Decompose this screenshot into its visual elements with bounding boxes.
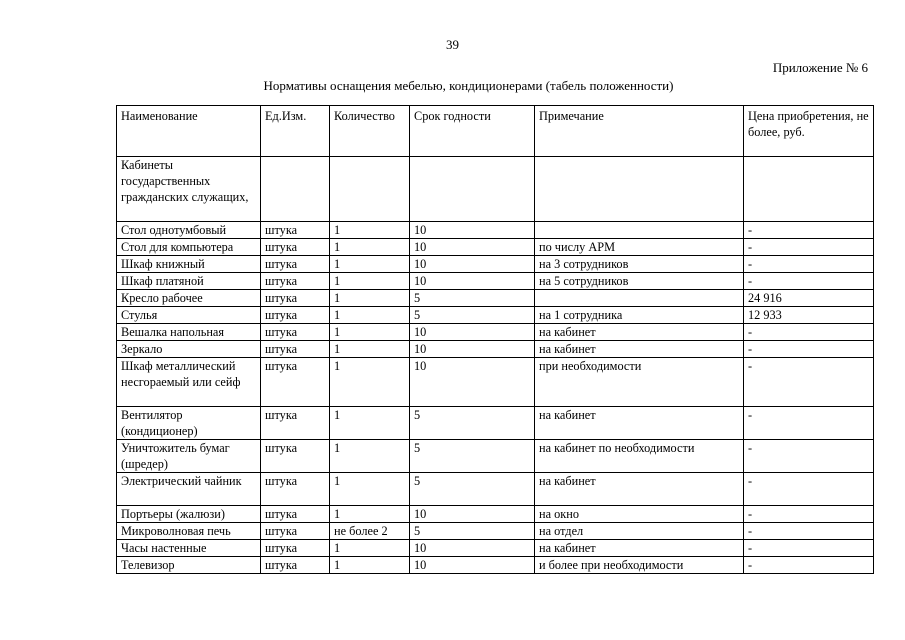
cell-name: Шкаф металлический несгораемый или сейф — [117, 358, 261, 407]
cell-quantity: 1 — [330, 256, 410, 273]
cell-unit: штука — [261, 540, 330, 557]
cell-service-life: 10 — [410, 341, 535, 358]
header-note: Примечание — [535, 106, 744, 157]
table-row — [117, 440, 874, 473]
cell-name: Вентилятор (кондиционер) — [117, 407, 261, 440]
cell-note: на кабинет — [535, 341, 744, 358]
cell-price: - — [744, 540, 874, 557]
cell-service-life: 5 — [410, 523, 535, 540]
cell-price: - — [744, 341, 874, 358]
group-empty-cell — [744, 157, 874, 222]
table-row — [117, 473, 874, 506]
cell-name: Телевизор — [117, 557, 261, 574]
cell-price: - — [744, 407, 874, 440]
cell-note: на кабинет — [535, 407, 744, 440]
cell-quantity: 1 — [330, 557, 410, 574]
cell-price: - — [744, 324, 874, 341]
cell-note: при необходимости — [535, 358, 744, 407]
cell-unit: штука — [261, 239, 330, 256]
cell-name: Вешалка напольная — [117, 324, 261, 341]
cell-price: - — [744, 506, 874, 523]
cell-name: Часы настенные — [117, 540, 261, 557]
table-row — [117, 256, 874, 273]
cell-quantity: 1 — [330, 358, 410, 407]
header-price: Цена приобретения, не более, руб. — [744, 106, 874, 157]
cell-unit: штука — [261, 440, 330, 473]
cell-unit: штука — [261, 341, 330, 358]
group-row — [117, 157, 874, 222]
table-row — [117, 239, 874, 256]
equipment-norms-table — [116, 105, 874, 574]
cell-service-life: 10 — [410, 273, 535, 290]
cell-unit: штука — [261, 256, 330, 273]
cell-name: Стулья — [117, 307, 261, 324]
cell-unit: штука — [261, 290, 330, 307]
cell-price: - — [744, 239, 874, 256]
cell-quantity: 1 — [330, 222, 410, 239]
cell-name: Стол однотумбовый — [117, 222, 261, 239]
table-row — [117, 407, 874, 440]
table-row — [117, 290, 874, 307]
group-empty-cell — [410, 157, 535, 222]
cell-unit: штука — [261, 473, 330, 506]
table-row — [117, 557, 874, 574]
cell-quantity: 1 — [330, 440, 410, 473]
table-row — [117, 324, 874, 341]
cell-name: Стол для компьютера — [117, 239, 261, 256]
cell-unit: штука — [261, 523, 330, 540]
group-empty-cell — [261, 157, 330, 222]
cell-note — [535, 290, 744, 307]
appendix-label: Приложение № 6 — [772, 60, 868, 75]
cell-quantity: 1 — [330, 239, 410, 256]
cell-quantity: 1 — [330, 273, 410, 290]
cell-service-life: 5 — [410, 290, 535, 307]
cell-name: Уничтожитель бумаг (шредер) — [117, 440, 261, 473]
cell-price: - — [744, 557, 874, 574]
cell-name: Шкаф платяной — [117, 273, 261, 290]
page-number: 39 — [446, 37, 459, 52]
cell-note: по числу АРМ — [535, 239, 744, 256]
table-row — [117, 523, 874, 540]
cell-service-life: 10 — [410, 256, 535, 273]
cell-quantity: 1 — [330, 540, 410, 557]
cell-unit: штука — [261, 324, 330, 341]
cell-price: - — [744, 358, 874, 407]
cell-unit: штука — [261, 407, 330, 440]
cell-quantity: 1 — [330, 473, 410, 506]
cell-quantity: 1 — [330, 506, 410, 523]
cell-note: на 1 сотрудника — [535, 307, 744, 324]
cell-unit: штука — [261, 307, 330, 324]
header-service-life: Срок годности — [410, 106, 535, 157]
cell-note: на кабинет — [535, 473, 744, 506]
table-row — [117, 307, 874, 324]
cell-price: - — [744, 256, 874, 273]
cell-price: - — [744, 473, 874, 506]
table-row — [117, 540, 874, 557]
cell-quantity: 1 — [330, 307, 410, 324]
cell-price: - — [744, 273, 874, 290]
cell-quantity: 1 — [330, 290, 410, 307]
cell-price: 24 916 — [744, 290, 874, 307]
cell-service-life: 10 — [410, 506, 535, 523]
table-row — [117, 273, 874, 290]
group-empty-cell — [535, 157, 744, 222]
cell-service-life: 10 — [410, 557, 535, 574]
cell-price: - — [744, 222, 874, 239]
cell-unit: штука — [261, 358, 330, 407]
cell-service-life: 5 — [410, 407, 535, 440]
cell-quantity: 1 — [330, 407, 410, 440]
cell-quantity: 1 — [330, 341, 410, 358]
table-row — [117, 506, 874, 523]
table-row — [117, 358, 874, 407]
cell-price: 12 933 — [744, 307, 874, 324]
cell-note: и более при необходимости — [535, 557, 744, 574]
header-name: Наименование — [117, 106, 261, 157]
cell-note: на 5 сотрудников — [535, 273, 744, 290]
cell-price: - — [744, 440, 874, 473]
cell-service-life: 10 — [410, 358, 535, 407]
header-unit: Ед.Изм. — [261, 106, 330, 157]
cell-price: - — [744, 523, 874, 540]
cell-note — [535, 222, 744, 239]
group-empty-cell — [330, 157, 410, 222]
cell-quantity: 1 — [330, 324, 410, 341]
cell-unit: штука — [261, 222, 330, 239]
cell-unit: штука — [261, 557, 330, 574]
cell-name: Портьеры (жалюзи) — [117, 506, 261, 523]
cell-name: Зеркало — [117, 341, 261, 358]
table-header-row — [117, 106, 874, 157]
cell-service-life: 10 — [410, 222, 535, 239]
cell-note: на кабинет — [535, 540, 744, 557]
header-quantity: Количество — [330, 106, 410, 157]
cell-unit: штука — [261, 273, 330, 290]
cell-service-life: 10 — [410, 324, 535, 341]
group-label: Кабинеты государственных гражданских служащих, — [117, 157, 261, 222]
document-title: Нормативы оснащения мебелью, кондиционерами (табель положенности) — [263, 78, 674, 93]
cell-service-life: 10 — [410, 540, 535, 557]
cell-note: на 3 сотрудников — [535, 256, 744, 273]
cell-note: на кабинет — [535, 324, 744, 341]
table-row — [117, 222, 874, 239]
cell-name: Кресло рабочее — [117, 290, 261, 307]
cell-unit: штука — [261, 506, 330, 523]
cell-service-life: 10 — [410, 239, 535, 256]
cell-name: Шкаф книжный — [117, 256, 261, 273]
cell-note: на отдел — [535, 523, 744, 540]
cell-note: на окно — [535, 506, 744, 523]
cell-service-life: 5 — [410, 307, 535, 324]
cell-note: на кабинет по необходимости — [535, 440, 744, 473]
cell-service-life: 5 — [410, 440, 535, 473]
cell-quantity: не более 2 — [330, 523, 410, 540]
cell-name: Электрический чайник — [117, 473, 261, 506]
cell-service-life: 5 — [410, 473, 535, 506]
table-row — [117, 341, 874, 358]
cell-name: Микроволновая печь — [117, 523, 261, 540]
